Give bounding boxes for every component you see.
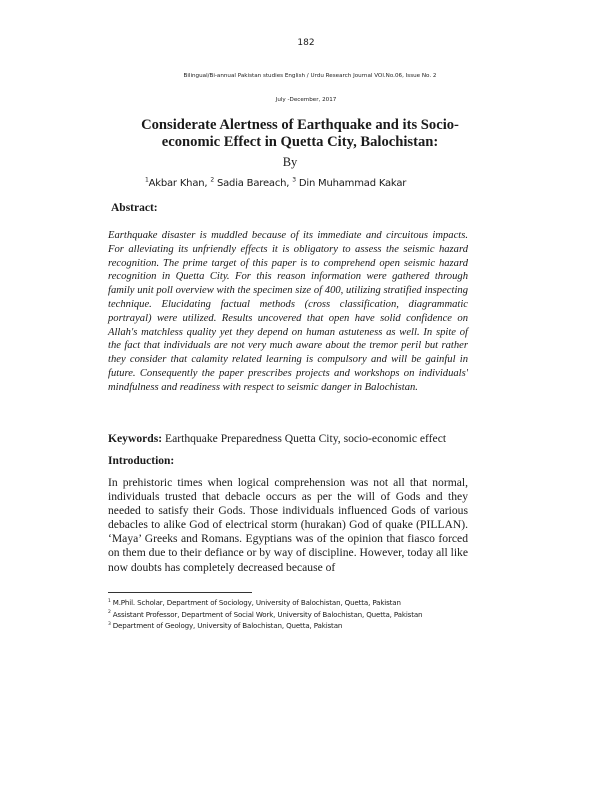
footnote-marker: 3: [108, 621, 111, 627]
footnote-marker: 1: [108, 598, 111, 604]
introduction-heading: Introduction:: [108, 455, 175, 467]
by-label: By: [282, 155, 298, 169]
article-title: Considerate Alertness of Earthquake and its Socio-economic Effect in Quetta City, Balochistan:: [141, 117, 459, 150]
author-name: Sadia Bareach,: [216, 178, 290, 189]
footnote-text: Department of Geology, University of Balochistan, Quetta, Pakistan: [112, 621, 343, 631]
keywords-label: Keywords:: [108, 432, 163, 445]
footnote-text: Assistant Professor, Department of Social Work, University of Balochistan, Quetta, Pakistan: [112, 609, 423, 619]
journal-date: July -December, 2017: [275, 97, 337, 103]
author-marker: 1: [145, 176, 149, 184]
introduction-text: In prehistoric times when logical comprehension was not all that normal, individuals trusted that debacle occurs as per the will of Gods and they needed to satisfy their Gods. Those individuals influenced Gods of various debacles to alike God of electrical storm (hurakan) God of quake (PILLAN). ‘Maya’ Greeks and Romans. Egyptians was of the opinion that fiasco forced on them due to their defiance or by way of discipline. However, today all like now doubts has completely decreased because of: [108, 476, 468, 574]
author: [292, 178, 406, 189]
footnote-marker: 2: [108, 610, 111, 616]
author-name: Akbar Khan,: [148, 178, 208, 189]
journal-name: Bilingual/Bi-annual Pakistan studies English / Urdu Research Journal VOl.No.06, Issue No. 2: [183, 73, 437, 79]
footnote: [108, 609, 468, 621]
keywords-text: Earthquake Preparedness Quetta City, socio-economic effect: [165, 432, 447, 445]
abstract-heading: Abstract:: [111, 202, 158, 214]
author-marker: 2: [210, 176, 214, 184]
page-number: 182: [297, 38, 315, 48]
footnote-text: M.Phil. Scholar, Department of Sociology, University of Balochistan, Quetta, Pakistan: [112, 598, 401, 607]
author-list: [145, 178, 505, 189]
footnote: [108, 620, 468, 632]
author: [145, 178, 207, 189]
footnote: [108, 597, 468, 609]
author-marker: 3: [292, 176, 296, 184]
author: [210, 178, 289, 189]
footnotes: [108, 597, 468, 632]
keywords: [108, 432, 488, 445]
footnote-divider: [108, 592, 252, 593]
author-name: Din Muhammad Kakar: [298, 178, 407, 189]
abstract-text: Earthquake disaster is muddled because of its immediate and circuitous impacts. For alleviating its unfriendly effects it is obligatory to assess the seismic hazard recognition. The prime target of this paper is to comprehend open seismic hazard recognition in Quetta City. For this reason information were gathered through family unit poll overview with the specimen size of 400, utilizing stratified inspecting technique. Elucidating factual methods (cross classification, diagrammatic portrayal) were utilized. Results uncovered that open have solid confidence on Allah's matchless quality yet they depend on human astuteness as well. In spite of the fact that individuals are not very much aware about the tremor peril but rather they consider that calamity related learning is compulsory and will be gainful in future. Consequently the paper prescribes projects and workshops on individuals' mindfulness and readiness with respect to seismic danger in Balochistan.: [108, 230, 468, 393]
